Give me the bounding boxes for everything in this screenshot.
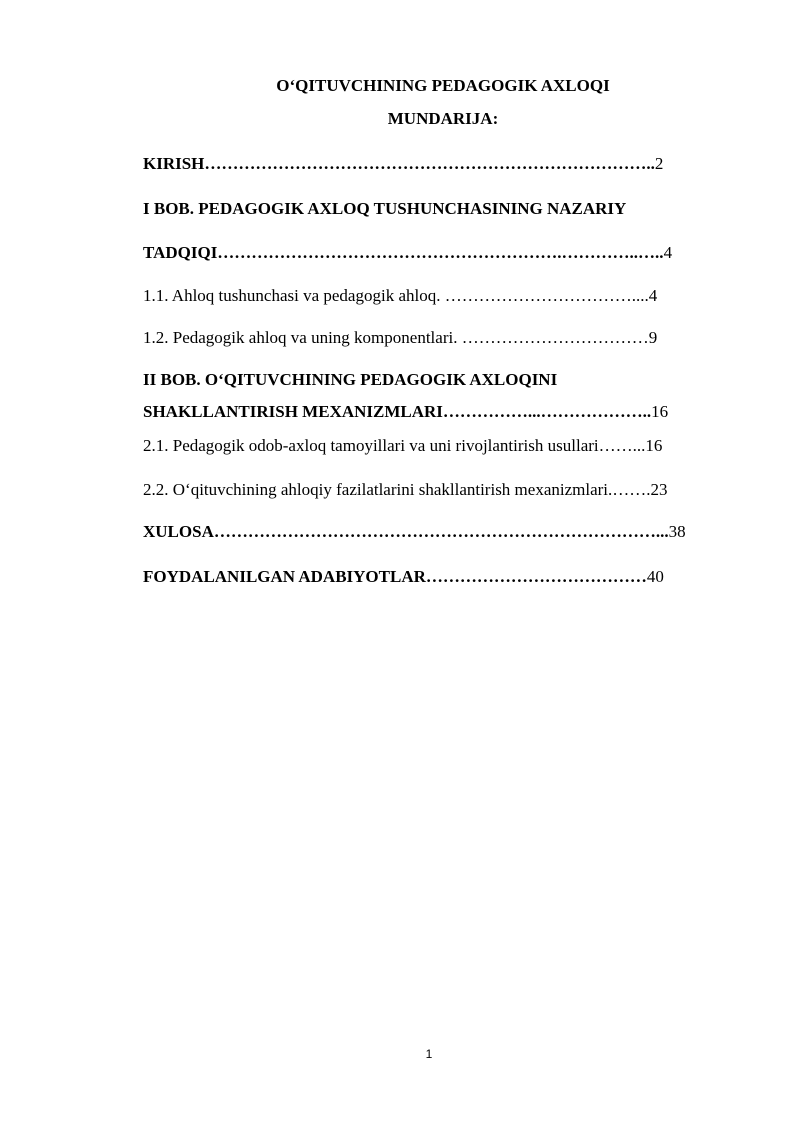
toc-entry-kirish <box>143 153 663 175</box>
toc-entry-section-2-2 <box>143 479 668 501</box>
toc-entry-text: 1.2. Pedagogik ahloq va uning komponentlari. …………………………… <box>143 328 649 347</box>
toc-entry-text: 2.1. Pedagogik odob-axloq tamoyillari va uni rivojlantirish usullari……... <box>143 436 646 455</box>
toc-entry-page: 9 <box>648 328 658 347</box>
toc-entry-section-1-1 <box>143 285 657 307</box>
toc-entry-text: FOYDALANILGAN ADABIYOTLAR………………………………… <box>143 567 647 586</box>
toc-entry-page: 2 <box>654 154 664 173</box>
toc-entry-page: 4 <box>648 286 658 305</box>
toc-heading: MUNDARIJA: <box>387 109 499 128</box>
toc-entry-page: 23 <box>650 480 668 499</box>
toc-entry-text: I BOB. PEDAGOGIK AXLOQ TUSHUNCHASINING NAZARIY <box>143 199 627 218</box>
page-number: 1 <box>425 1047 433 1061</box>
toc-entry-chapter-2-line-1 <box>143 369 557 391</box>
toc-entry-text: XULOSA……………………………………………………………………... <box>143 522 669 541</box>
toc-entry-text: KIRISH…………………………………………………………………….. <box>143 154 655 173</box>
toc-entry-chapter-1-line-1 <box>143 198 626 220</box>
toc-entry-chapter-1-line-2 <box>143 242 672 264</box>
document-title: O‘QITUVCHINING PEDAGOGIK AXLOQI <box>276 76 610 95</box>
toc-entry-text: 1.1. Ahloq tushunchasi va pedagogik ahloq. …………………………….... <box>143 286 649 305</box>
toc-entry-section-1-2 <box>143 327 657 349</box>
toc-entry-text: 2.2. O‘qituvchining ahloqiy fazilatlarini shakllantirish mexanizmlari.……. <box>143 480 651 499</box>
toc-entry-xulosa <box>143 521 686 543</box>
toc-entry-text: TADQIQI…………………………………………………….…………..….. <box>143 243 664 262</box>
toc-entry-page: 4 <box>663 243 673 262</box>
toc-entry-page: 16 <box>651 402 669 421</box>
toc-entry-text: II BOB. O‘QITUVCHINING PEDAGOGIK AXLOQINI <box>143 370 558 389</box>
toc-entry-section-2-1 <box>143 435 662 457</box>
toc-entry-page: 16 <box>645 436 663 455</box>
toc-entry-page: 40 <box>646 567 664 586</box>
toc-entry-page: 38 <box>668 522 686 541</box>
toc-entry-text: SHAKLLANTIRISH MEXANIZMLARI……………...……………….. <box>143 402 652 421</box>
toc-entry-adabiyotlar <box>143 566 664 588</box>
toc-entry-chapter-2-line-2 <box>143 401 668 423</box>
